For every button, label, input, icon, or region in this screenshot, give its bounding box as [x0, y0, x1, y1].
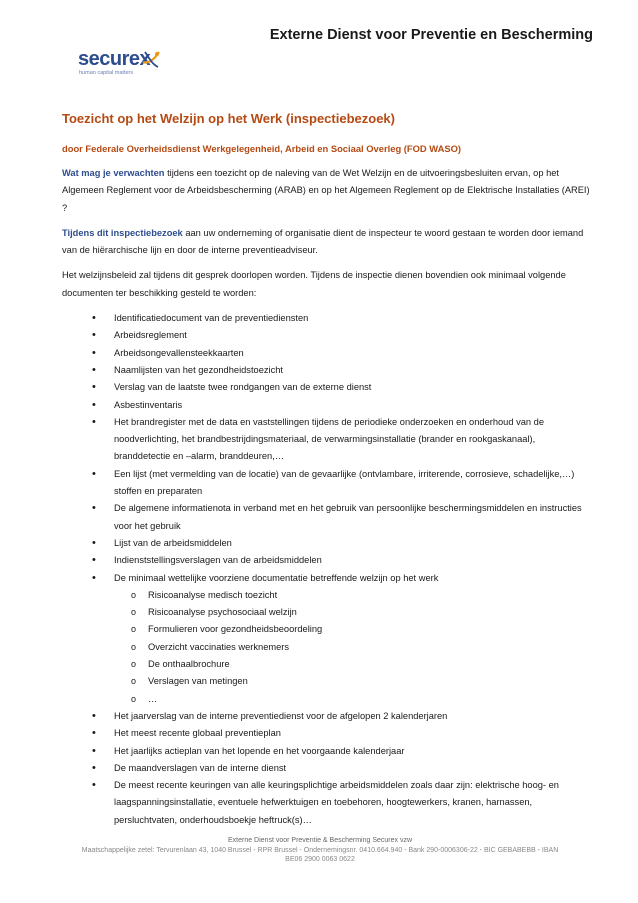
sublist-item: o Overzicht vaccinaties werknemers	[114, 639, 592, 656]
list-item: • Arbeidsongevallensteekkaarten	[62, 345, 592, 362]
paragraph-policy: Het welzijnsbeleid zal tijdens dit gesprek doorlopen worden. Tijdens de inspectie dienen bovendien ook minimaal volgende documenten ter beschikking gesteld te worden:	[62, 270, 566, 298]
list-item: • Een lijst (met vermelding van de locatie) van de gevaarlijke (ontvlambare, irriterende, corrosieve, schadelijke,…) stoffen en preparaten	[62, 466, 592, 501]
footer-organisation: Externe Dienst voor Preventie & Bescherming Securex vzw	[227, 837, 413, 844]
page-subtitle: door Federale Overheidsdienst Werkgelegenheid, Arbeid en Sociaal Overleg (FOD WASO)	[62, 143, 462, 154]
logo-tagline: human capital matters	[79, 70, 134, 76]
list-item: • De meest recente keuringen van alle keuringsplichtige arbeidsmiddelen zoals daar zijn: elektrische hoog- en laagspanningsinstallatie, eventuele hefwerktuigen en toebehoren, hoogtewerkers, kranen, harnassen, persluchtvaten, onderhoudsboekje heftruck(s)…	[62, 777, 592, 829]
paragraph-text: tijdens een toezicht op de naleving van de Wet Welzijn en de uitvoeringsbesluiten ervan, op het Algemeen Reglement voor de Arbeidsbescherming (ARAB) en op het Algemeen Reglement op de Elektrische Installaties (AREI) ?	[62, 168, 590, 213]
sublist-item: o Risicoanalyse psychosociaal welzijn	[114, 604, 592, 621]
sublist-item: o Risicoanalyse medisch toezicht	[114, 587, 592, 604]
list-item: • Het jaarlijks actieplan van het lopende en het voorgaande kalenderjaar	[62, 743, 592, 760]
sublist-item: o Verslagen van metingen	[114, 673, 592, 690]
list-item: • Het jaarverslag van de interne preventiedienst voor de afgelopen 2 kalenderjaren	[62, 708, 592, 725]
list-item: • Naamlijsten van het gezondheidstoezicht	[62, 362, 592, 379]
list-item: • De algemene informatienota in verband met en het gebruik van persoonlijke beschermingsmiddelen en instructies voor het gebruik	[62, 500, 592, 535]
page-title: Toezicht op het Welzijn op het Werk (inspectiebezoek)	[62, 111, 395, 126]
page-footer	[80, 836, 560, 865]
paragraph-expectations	[62, 165, 592, 217]
logo-name: securex	[78, 48, 151, 70]
list-item: • Arbeidsreglement	[62, 327, 592, 344]
list-item-documentation	[62, 570, 592, 708]
list-item-text: De minimaal wettelijke voorziene documentatie betreffende welzijn op het werk	[114, 572, 439, 583]
document-body	[62, 111, 592, 829]
paragraph-inspection	[62, 225, 592, 260]
header-title: Externe Dienst voor Preventie en Bescherming	[269, 27, 593, 43]
logo-mark-icon	[140, 48, 162, 70]
list-item: • Het meest recente globaal preventieplan	[62, 725, 592, 742]
sublist-item: o Formulieren voor gezondheidsbeoordeling	[114, 621, 592, 638]
sublist-item: o …	[114, 691, 592, 708]
paragraph-lead: Wat mag je verwachten	[62, 168, 165, 178]
documentation-sublist	[114, 587, 592, 708]
list-item: • Verslag van de laatste twee rondgangen van de externe dienst	[62, 379, 592, 396]
footer-legal: Maatschappelijke zetel: Tervurenlaan 43, 1040 Brussel - RPR Brussel - Ondernemingsnr. 0410.664.940 - Bank 290-0006306-22 - BIC GEBABEBB - IBAN BE06 2900 0063 0622	[81, 846, 559, 863]
paragraph-lead: Tijdens dit inspectiebezoek	[62, 227, 183, 238]
documents-list	[62, 310, 592, 829]
list-item: • Asbestinventaris	[62, 397, 592, 414]
list-item: • Identificatiedocument van de preventiediensten	[62, 310, 592, 327]
securex-logo	[78, 48, 168, 77]
list-item: • De maandverslagen van de interne dienst	[62, 760, 592, 777]
list-item: • Lijst van de arbeidsmiddelen	[62, 535, 592, 552]
paragraph-text: aan uw onderneming of organisatie dient de inspecteur te woord gestaan te worden door iemand van de hiërarchische lijn en door de interne preventieadviseur.	[62, 227, 584, 256]
list-item: • Het brandregister met de data en vaststellingen tijdens de periodieke onderzoeken en onderhoud van de noodverlichting, het brandbestrijdingsmateriaal, de verwarmingsinstallatie (brander en rookgaskanaal), branddetectie en –alarm, branddeuren,…	[62, 414, 592, 466]
sublist-item: o De onthaalbrochure	[114, 656, 592, 673]
list-item: • Indienststellingsverslagen van de arbeidsmiddelen	[62, 552, 592, 569]
